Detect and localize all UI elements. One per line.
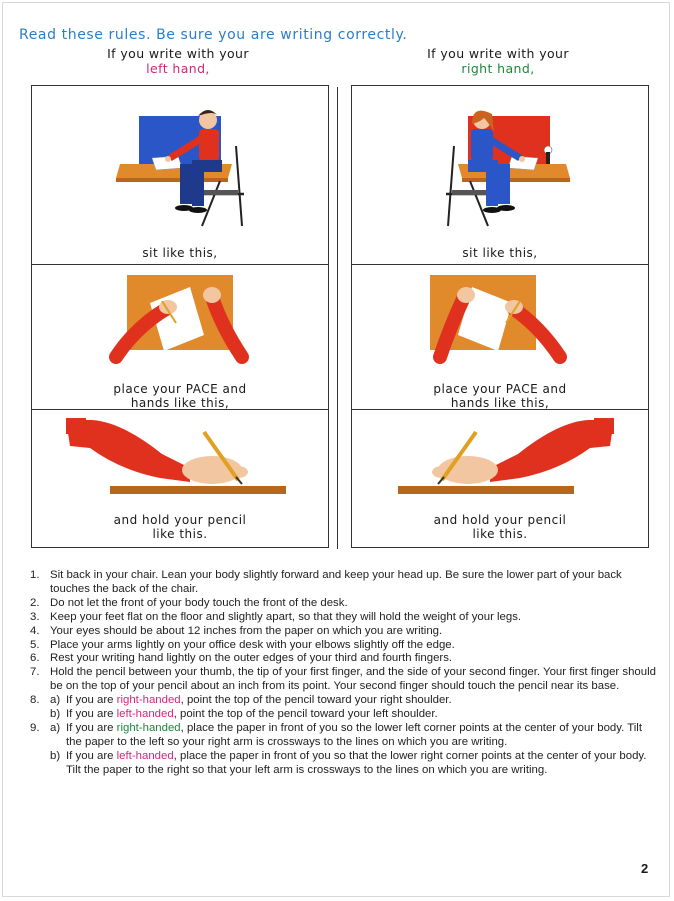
left-place-cell (32, 264, 328, 409)
rule-subitem (50, 750, 660, 778)
rule-number: 4. (30, 624, 40, 637)
left-place-caption-line2: hands like this, (130, 396, 230, 410)
rule-text: Hold the pencil between your thumb, the tip of your first finger, and the side of your second finger. Your first finger should be on the top of your pencil about an inch from its point. Your second finger should touch the pencil near its base. (50, 666, 656, 693)
rule-text: Place your arms lightly on your office desk with your elbows slightly off the edge. (50, 638, 455, 651)
rule-item (30, 625, 660, 639)
right-handed-term: right-handed (116, 721, 181, 734)
rule-number: 8. (30, 694, 40, 707)
page-heading: Read these rules. Be sure you are writing correctly. (19, 27, 408, 43)
rule-number: 1. (30, 569, 40, 581)
right-hold-caption-line2: like this. (472, 527, 528, 541)
rule-number: 2. (30, 596, 40, 609)
rule-sub-label: a) (50, 694, 61, 707)
rule-item (30, 652, 660, 666)
rule-number: 9. (30, 721, 40, 734)
left-hold-caption (32, 513, 328, 541)
rule-sub-text: If you are (66, 694, 117, 707)
rule-item (30, 666, 660, 694)
rule-subitem (50, 708, 660, 722)
left-column-heading-line: If you write with your (107, 46, 249, 61)
rule-sub-label: b) (50, 749, 61, 762)
rule-sub-label: b) (50, 708, 61, 721)
right-handed-term: right-handed (116, 694, 181, 707)
rule-item (30, 569, 660, 597)
left-sit-cell (32, 86, 328, 264)
left-hold-caption-line2: like this. (152, 527, 208, 541)
right-column-heading-line: If you write with your (427, 46, 569, 61)
left-place-caption (32, 382, 328, 410)
rule-sub-text: If you are (66, 721, 117, 734)
left-hold-cell (32, 409, 328, 547)
right-place-caption-line2: hands like this, (450, 396, 550, 410)
left-hold-caption-line1: and hold your pencil (113, 513, 247, 527)
rule-text: Sit back in your chair. Lean your body slightly forward and keep your head up. Be sure the lower part of your back touches the back of the chair. (50, 569, 622, 595)
left-pencil-grip-illustration (32, 410, 328, 510)
rule-subitem (50, 722, 660, 750)
rule-item (30, 597, 660, 611)
rule-sub-text: , point the top of the pencil toward your left shoulder. (173, 708, 438, 721)
rule-number: 6. (30, 652, 40, 665)
left-hand-label: left hand, (146, 61, 210, 76)
right-sitting-girl-illustration (352, 86, 648, 246)
right-sit-caption: sit like this, (462, 246, 538, 260)
right-hold-caption-line1: and hold your pencil (433, 513, 567, 527)
left-handed-term: left-handed (116, 708, 174, 721)
rule-sub-text: , point the top of the pencil toward your right shoulder. (180, 694, 452, 707)
rule-subitem (50, 694, 660, 708)
rule-item (30, 639, 660, 653)
left-column-heading (68, 46, 288, 76)
rule-text: Rest your writing hand lightly on the outer edges of your third and fourth fingers. (50, 652, 453, 665)
rule-text: Keep your feet flat on the floor and slightly apart, so that they will hold the weight of your legs. (50, 610, 522, 623)
left-sit-caption: sit like this, (142, 246, 218, 260)
rule-sub-text: , place the paper in front of you so the lower left corner points at the center of your body. Tilt the paper to the left so your right arm is crossways to the lines on which you are writing. (66, 721, 642, 748)
right-hold-caption (352, 513, 648, 541)
rule-text: Do not let the front of your body touch the front of the desk. (50, 596, 348, 609)
rule-sub-text: , place the paper in front of you so that the lower right corner points at the center of your body. Tilt the paper to the right so that your left arm is crossways to the lines on which you are writing. (66, 749, 647, 776)
right-pencil-grip-illustration (352, 410, 648, 510)
right-column-heading (388, 46, 608, 76)
rule-sub-label: a) (50, 721, 61, 734)
rule-item (30, 694, 660, 722)
right-paper-hands-illustration (352, 265, 648, 383)
page-number: 2 (641, 861, 649, 876)
right-place-cell (352, 264, 648, 409)
rule-number: 7. (30, 666, 40, 679)
rules-list (30, 569, 660, 778)
right-hand-panel (351, 85, 649, 548)
rule-number: 3. (30, 610, 40, 623)
right-sit-cell (352, 86, 648, 264)
left-hand-panel (31, 85, 329, 548)
rule-text: Your eyes should be about 12 inches from the paper on which you are writing. (50, 624, 443, 637)
rule-sub-text: If you are (66, 749, 117, 762)
right-hold-cell (352, 409, 648, 547)
right-hand-label: right hand, (461, 61, 535, 76)
right-place-caption-line1: place your PACE and (433, 382, 567, 396)
rule-item (30, 722, 660, 778)
left-place-caption-line1: place your PACE and (113, 382, 247, 396)
rule-sub-text: If you are (66, 708, 117, 721)
left-sitting-boy-illustration (32, 86, 328, 246)
column-divider (337, 87, 338, 549)
left-paper-hands-illustration (32, 265, 328, 383)
rule-item (30, 611, 660, 625)
left-handed-term: left-handed (116, 749, 174, 762)
right-place-caption (352, 382, 648, 410)
rule-number: 5. (30, 638, 40, 651)
